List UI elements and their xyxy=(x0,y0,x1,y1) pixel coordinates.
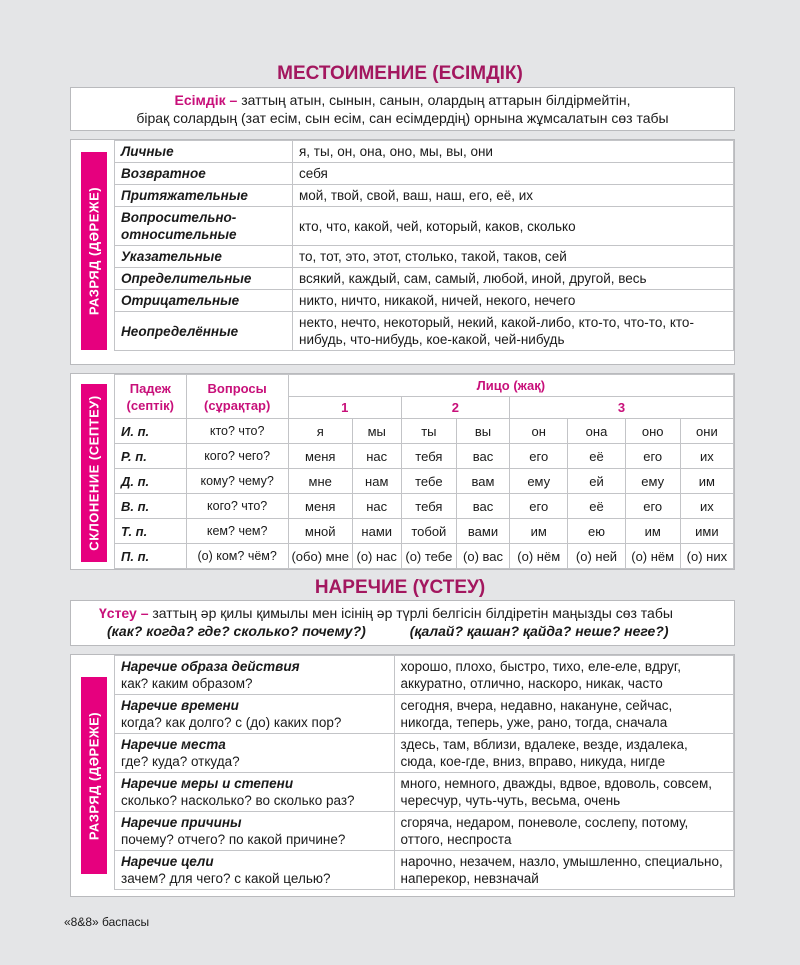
adverb-questions-kz: (қалай? қашан? қайда? неше? неге?) xyxy=(409,623,669,639)
pronoun-form: (о) тебе xyxy=(401,544,456,569)
pronoun-form: тебя xyxy=(401,494,456,519)
declension-row xyxy=(115,544,734,569)
case-name: В. п. xyxy=(115,494,187,519)
adverb-category-name: Наречие места xyxy=(121,737,226,752)
pronoun-category-name: Притяжательные xyxy=(115,185,293,207)
pronoun-form: им xyxy=(510,519,568,544)
case-name: Т. п. xyxy=(115,519,187,544)
adverb-category-question: где? куда? откуда? xyxy=(121,754,240,769)
pronoun-title: МЕСТОИМЕНИЕ (ЕСІМДІК) xyxy=(277,63,523,84)
definition-line: бірақ солардың (зат есім, сын есім, сан есімдердің) орнына жұмсалатын сөз табы xyxy=(136,110,669,126)
adverb-category-row xyxy=(115,656,734,695)
adverb-category-row xyxy=(115,734,734,773)
adverb-category-name: Наречие времени xyxy=(121,698,239,713)
pronoun-category-row xyxy=(115,185,734,207)
adverb-title: НАРЕЧИЕ (ҮСТЕУ) xyxy=(314,577,486,598)
adverb-category-row xyxy=(115,695,734,734)
pronoun-category-row xyxy=(115,141,734,163)
pronoun-form: нам xyxy=(352,469,401,494)
case-question: (о) ком? чём? xyxy=(186,544,288,569)
adverb-category-question: зачем? для чего? с какой целью? xyxy=(121,871,331,886)
definition-term: Есімдік – xyxy=(174,92,238,108)
adverb-definition xyxy=(70,600,735,646)
question-header: Вопросы (сұрақтар) xyxy=(186,375,288,419)
pronoun-form: тебя xyxy=(401,444,456,469)
pronoun-form: вами xyxy=(456,519,509,544)
adverb-category-row xyxy=(115,773,734,812)
declension-table xyxy=(114,374,734,569)
pronoun-category-examples: кто, что, какой, чей, который, каков, сколько xyxy=(293,207,734,246)
person-3-header: 3 xyxy=(510,397,734,419)
pronoun-form: ими xyxy=(680,519,733,544)
pronoun-form: их xyxy=(680,444,733,469)
pronoun-form: тебе xyxy=(401,469,456,494)
pronoun-form: вам xyxy=(456,469,509,494)
adverb-category-examples: сегодня, вчера, недавно, накануне, сейчас, никогда, теперь, уже, рано, тогда, сначала xyxy=(394,695,733,734)
adverb-category-examples: нарочно, незачем, назло, умышленно, специально, наперекор, невзначай xyxy=(394,851,733,890)
definition-term: Үстеу – xyxy=(99,605,149,621)
pronoun-form: ему xyxy=(625,469,680,494)
pronoun-form: мной xyxy=(288,519,352,544)
pronoun-form: (обо) мне xyxy=(288,544,352,569)
pronoun-category-examples: я, ты, он, она, оно, мы, вы, они xyxy=(293,141,734,163)
adverb-category-examples: хорошо, плохо, быстро, тихо, еле-еле, вдруг, аккуратно, отлично, наскоро, никак, часто xyxy=(394,656,733,695)
pronoun-form: ты xyxy=(401,419,456,444)
publisher-footer: «8&8» баспасы xyxy=(64,915,150,929)
pronoun-category-examples: всякий, каждый, сам, самый, любой, иной, другой, весь xyxy=(293,268,734,290)
pronoun-form: нами xyxy=(352,519,401,544)
pronoun-form: вас xyxy=(456,494,509,519)
pronoun-form: я xyxy=(288,419,352,444)
declension-row xyxy=(115,444,734,469)
pronoun-form: его xyxy=(510,444,568,469)
adverb-category-examples: здесь, там, вблизи, вдалеке, везде, издалека, сюда, кое-где, вниз, вправо, никуда, нигде xyxy=(394,734,733,773)
case-name: Р. п. xyxy=(115,444,187,469)
categories-sidebar-label: РАЗРЯД (ДӘРЕЖЕ) xyxy=(81,152,107,350)
person-2-header: 2 xyxy=(401,397,509,419)
pronoun-category-row xyxy=(115,290,734,312)
pronoun-category-examples: себя xyxy=(293,163,734,185)
adverb-category-question: когда? как долго? с (до) каких пор? xyxy=(121,715,342,730)
pronoun-form: его xyxy=(510,494,568,519)
declension-block xyxy=(70,373,735,570)
pronoun-category-row xyxy=(115,312,734,351)
pronoun-form: его xyxy=(625,494,680,519)
case-name: П. п. xyxy=(115,544,187,569)
pronoun-category-name: Возвратное xyxy=(115,163,293,185)
declension-row xyxy=(115,494,734,519)
pronoun-form: (о) ней xyxy=(568,544,625,569)
pronoun-form: оно xyxy=(625,419,680,444)
pronoun-category-row xyxy=(115,207,734,246)
adverb-category-name: Наречие причины xyxy=(121,815,242,830)
pronoun-category-examples: некто, нечто, некоторый, некий, какой-либо, кто-то, что-то, кто-нибудь, что-нибудь, кое-какой, чей-нибудь xyxy=(293,312,734,351)
adverb-categories-block xyxy=(70,654,735,897)
pronoun-form: нас xyxy=(352,494,401,519)
pronoun-form: его xyxy=(625,444,680,469)
declension-row xyxy=(115,469,734,494)
adverb-category-question: почему? отчего? по какой причине? xyxy=(121,832,346,847)
definition-line: заттың әр қилы қимылы мен ісінің әр түрлі белгісін білдіретін маңызды сөз табы xyxy=(148,605,673,621)
pronoun-form: (о) нём xyxy=(625,544,680,569)
pronoun-category-row xyxy=(115,268,734,290)
adverb-category-examples: много, немного, дважды, вдвое, вдоволь, совсем, чересчур, чуть-чуть, весьма, очень xyxy=(394,773,733,812)
pronoun-form: нас xyxy=(352,444,401,469)
pronoun-form: ему xyxy=(510,469,568,494)
pronoun-form: мы xyxy=(352,419,401,444)
adverb-sidebar-label: РАЗРЯД (ДӘРЕЖЕ) xyxy=(81,677,107,874)
pronoun-form: меня xyxy=(288,444,352,469)
pronoun-category-examples: то, тот, это, этот, столько, такой, таков, сей xyxy=(293,246,734,268)
pronoun-category-name: Отрицательные xyxy=(115,290,293,312)
pronoun-form: меня xyxy=(288,494,352,519)
pronoun-form: они xyxy=(680,419,733,444)
pronoun-category-name: Вопросительно-относительные xyxy=(115,207,293,246)
pronoun-form: им xyxy=(680,469,733,494)
pronoun-form: она xyxy=(568,419,625,444)
pronoun-form: (о) нас xyxy=(352,544,401,569)
adverb-questions-ru: (как? когда? где? сколько? почему?) xyxy=(107,623,366,639)
pronoun-category-name: Неопределённые xyxy=(115,312,293,351)
person-1-header: 1 xyxy=(288,397,401,419)
pronoun-category-row xyxy=(115,246,734,268)
pronoun-category-name: Определительные xyxy=(115,268,293,290)
pronoun-form: ей xyxy=(568,469,625,494)
pronoun-category-row xyxy=(115,163,734,185)
adverb-category-name: Наречие меры и степени xyxy=(121,776,294,791)
pronoun-form: их xyxy=(680,494,733,519)
case-name: И. п. xyxy=(115,419,187,444)
pronoun-form: (о) вас xyxy=(456,544,509,569)
definition-line: заттың атын, сынын, санын, олардың аттарын білдірмейтін, xyxy=(237,92,631,108)
adverb-categories-table xyxy=(114,655,734,890)
pronoun-category-name: Личные xyxy=(115,141,293,163)
case-question: кому? чему? xyxy=(186,469,288,494)
pronoun-form: мне xyxy=(288,469,352,494)
pronoun-form: её xyxy=(568,494,625,519)
case-name: Д. п. xyxy=(115,469,187,494)
declension-row xyxy=(115,419,734,444)
pronoun-definition xyxy=(70,87,735,131)
case-question: кто? что? xyxy=(186,419,288,444)
adverb-category-row xyxy=(115,812,734,851)
case-question: кого? чего? xyxy=(186,444,288,469)
adverb-category-examples: сгоряча, недаром, поневоле, сослепу, потому, оттого, неспроста xyxy=(394,812,733,851)
pronoun-form: тобой xyxy=(401,519,456,544)
adverb-category-question: сколько? насколько? во сколько раз? xyxy=(121,793,355,808)
pronoun-form: ею xyxy=(568,519,625,544)
pronoun-form: (о) них xyxy=(680,544,733,569)
pronoun-form: им xyxy=(625,519,680,544)
person-header: Лицо (жақ) xyxy=(288,375,733,397)
adverb-category-name: Наречие цели xyxy=(121,854,214,869)
pronoun-form: вас xyxy=(456,444,509,469)
case-question: кого? что? xyxy=(186,494,288,519)
case-question: кем? чем? xyxy=(186,519,288,544)
case-header: Падеж (септік) xyxy=(115,375,187,419)
declension-sidebar-label: СКЛОНЕНИЕ (СЕПТЕУ) xyxy=(81,384,107,562)
adverb-category-question: как? каким образом? xyxy=(121,676,253,691)
pronoun-category-name: Указательные xyxy=(115,246,293,268)
pronoun-category-examples: никто, ничто, никакой, ничей, некого, нечего xyxy=(293,290,734,312)
pronoun-form: (о) нём xyxy=(510,544,568,569)
pronoun-categories-table xyxy=(114,140,734,351)
pronoun-form: он xyxy=(510,419,568,444)
pronoun-categories-block xyxy=(70,139,735,365)
adverb-category-name: Наречие образа действия xyxy=(121,659,300,674)
pronoun-category-examples: мой, твой, свой, ваш, наш, его, её, их xyxy=(293,185,734,207)
declension-row xyxy=(115,519,734,544)
pronoun-form: её xyxy=(568,444,625,469)
pronoun-form: вы xyxy=(456,419,509,444)
adverb-category-row xyxy=(115,851,734,890)
